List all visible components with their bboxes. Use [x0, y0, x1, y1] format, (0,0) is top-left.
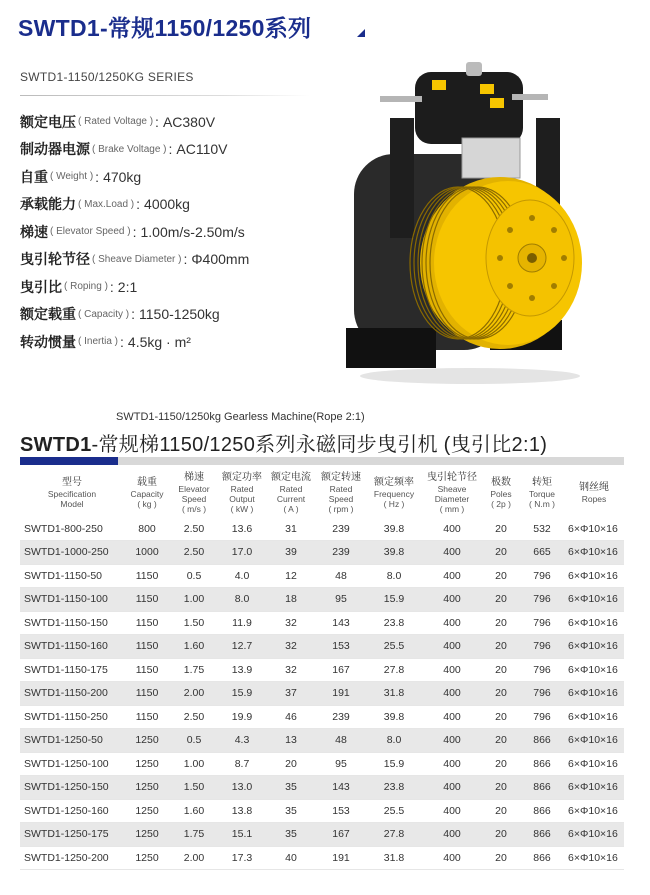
table-title [20, 428, 547, 457]
header-label-en: Torque ( N.m ) [529, 489, 555, 509]
table-cell: SWTD1-1000-250 [20, 541, 124, 565]
table-cell: 143 [316, 611, 366, 635]
spec-row-capacity [20, 301, 350, 329]
header-label-en: Specification Model [47, 489, 97, 509]
spec-row-weight [20, 163, 350, 191]
table-cell: 796 [520, 682, 564, 706]
table-cell: SWTD1-1150-100 [20, 588, 124, 612]
table-cell: 665 [520, 541, 564, 565]
header-label-cn: 额定功率 [222, 472, 262, 483]
table-header-row [20, 469, 624, 517]
table-cell: 1250 [124, 846, 170, 870]
table-cell: 27.8 [366, 658, 422, 682]
table-cell: 40 [266, 846, 316, 870]
spec-row-inertia [20, 328, 350, 356]
spec-label-en: ( Capacity ) [78, 308, 130, 320]
table-cell: 4.3 [218, 729, 266, 753]
table-cell: 6×Φ10×16 [564, 823, 624, 847]
table-cell: SWTD1-1250-50 [20, 729, 124, 753]
table-cell: 11.9 [218, 611, 266, 635]
table-cell: 27.8 [366, 823, 422, 847]
spec-label-en: ( Roping ) [64, 281, 108, 293]
table-cell: SWTD1-1150-200 [20, 682, 124, 706]
table-cell: 6×Φ10×16 [564, 752, 624, 776]
table-cell: 20 [482, 705, 520, 729]
table-cell: SWTD1-1150-150 [20, 611, 124, 635]
table-row [20, 799, 624, 823]
header-label-en: Elevator Speed ( m/s ) [178, 484, 210, 514]
spec-label-en: ( Elevator Speed ) [50, 226, 131, 238]
table-cell: 1.00 [170, 752, 218, 776]
table-cell: 796 [520, 705, 564, 729]
table-cell: 2.00 [170, 682, 218, 706]
table-cell: 20 [482, 682, 520, 706]
table-header [20, 469, 624, 517]
table-cell: 796 [520, 588, 564, 612]
table-cell: 13.8 [218, 799, 266, 823]
header-label-en: Ropes [581, 494, 607, 504]
table-header-cell [170, 469, 218, 517]
table-cell: 6×Φ10×16 [564, 729, 624, 753]
table-cell: 35 [266, 823, 316, 847]
table-cell: 796 [520, 611, 564, 635]
spec-list [20, 108, 350, 356]
spec-colon: : [168, 141, 173, 158]
spec-value: 4000kg [144, 196, 190, 213]
table-cell: 8.0 [366, 564, 422, 588]
spec-label: 梯速 [20, 223, 48, 240]
spec-colon: : [132, 223, 137, 240]
table-cell: 6×Φ10×16 [564, 776, 624, 800]
table-cell: 13.0 [218, 776, 266, 800]
table-row [20, 823, 624, 847]
header-label-en: Rated Speed ( rpm ) [328, 484, 354, 514]
spec-value: AC110V [176, 141, 228, 158]
table-cell: 6×Φ10×16 [564, 517, 624, 541]
table-header-cell [564, 469, 624, 517]
spec-colon: : [95, 168, 100, 185]
header-label-en: Rated Current ( A ) [276, 484, 306, 514]
table-cell: 13.6 [218, 517, 266, 541]
table-cell: 20 [482, 846, 520, 870]
table-cell: 20 [482, 517, 520, 541]
header-label-cn: 极数 [491, 477, 511, 488]
table-cell: 239 [316, 541, 366, 565]
series-divider [20, 95, 310, 96]
table-caption-en: SWTD1-1150/1250kg Gearless Machine(Rope 2:1) [116, 411, 365, 423]
header-label-cn: 额定频率 [374, 477, 414, 488]
table-cell: 400 [422, 776, 482, 800]
table-cell: 400 [422, 799, 482, 823]
table-cell: 13 [266, 729, 316, 753]
table-cell: 6×Φ10×16 [564, 611, 624, 635]
table-cell: 6×Φ10×16 [564, 635, 624, 659]
table-cell: 32 [266, 658, 316, 682]
header-label-cn: 梯速 [184, 472, 204, 483]
spec-colon: : [183, 251, 188, 268]
table-cell: 6×Φ10×16 [564, 846, 624, 870]
table-cell: 400 [422, 517, 482, 541]
table-cell: SWTD1-1150-50 [20, 564, 124, 588]
spec-value: AC380V [162, 113, 216, 130]
table-cell: 153 [316, 799, 366, 823]
table-cell: SWTD1-1150-175 [20, 658, 124, 682]
table-header-cell [124, 469, 170, 517]
table-cell: SWTD1-1150-250 [20, 705, 124, 729]
spec-label: 承载能力 [20, 196, 76, 213]
table-cell: 400 [422, 682, 482, 706]
table-cell: 866 [520, 776, 564, 800]
table-cell: 20 [482, 635, 520, 659]
spec-label-en: ( Weight ) [50, 171, 94, 183]
table-cell: 35 [266, 776, 316, 800]
table-cell: 15.9 [366, 752, 422, 776]
table-cell: 18 [266, 588, 316, 612]
table-header-cell [266, 469, 316, 517]
spec-row-max-load [20, 191, 350, 219]
table-cell: 20 [482, 564, 520, 588]
spec-row-elevator-speed [20, 218, 350, 246]
table-cell: 15.9 [218, 682, 266, 706]
table-cell: 532 [520, 517, 564, 541]
spec-label: 转动惯量 [20, 333, 76, 350]
table-title-bar [20, 457, 624, 465]
table-cell: 400 [422, 588, 482, 612]
table-cell: 32 [266, 611, 316, 635]
spec-label-en: ( Brake Voltage ) [92, 143, 167, 155]
table-row [20, 658, 624, 682]
traction-machine-image [340, 58, 590, 388]
table-body [20, 517, 624, 870]
table-cell: 20 [482, 823, 520, 847]
table-cell: 20 [482, 799, 520, 823]
table-cell: 25.5 [366, 799, 422, 823]
table-cell: 1.60 [170, 799, 218, 823]
table-cell: 31 [266, 517, 316, 541]
table-cell: 167 [316, 658, 366, 682]
table-row [20, 517, 624, 541]
table-cell: 866 [520, 846, 564, 870]
table-cell: 2.50 [170, 705, 218, 729]
header-label-en: Poles ( 2p ) [490, 489, 512, 509]
table-cell: 6×Φ10×16 [564, 588, 624, 612]
table-cell: SWTD1-1150-160 [20, 635, 124, 659]
table-cell: 400 [422, 752, 482, 776]
table-row [20, 564, 624, 588]
table-cell: 4.0 [218, 564, 266, 588]
table-cell: 866 [520, 752, 564, 776]
header-label-en: Frequency ( Hz ) [373, 489, 415, 509]
table-cell: 1.50 [170, 611, 218, 635]
table-title-rest: -常规梯1150/1250系列永磁同步曳引机 (曳引比2:1) [91, 434, 548, 456]
table-cell: 1150 [124, 611, 170, 635]
table-cell: 239 [316, 517, 366, 541]
table-cell: 866 [520, 729, 564, 753]
table-cell: 35 [266, 799, 316, 823]
table-row [20, 682, 624, 706]
table-row [20, 776, 624, 800]
spec-colon: : [109, 278, 114, 295]
spec-value: 2:1 [117, 278, 138, 295]
spec-label-en: ( Inertia ) [78, 336, 119, 348]
spec-row-brake-voltage [20, 136, 350, 164]
title-triangle-icon [357, 29, 365, 37]
table-cell: 20 [482, 658, 520, 682]
table-cell: 400 [422, 729, 482, 753]
table-cell: 167 [316, 823, 366, 847]
table-cell: 1150 [124, 564, 170, 588]
table-cell: 1.75 [170, 658, 218, 682]
table-cell: 400 [422, 846, 482, 870]
spec-label: 曳引比 [20, 278, 62, 295]
header-label-cn: 型号 [62, 477, 82, 488]
spec-value: 1150-1250kg [139, 306, 220, 323]
table-cell: 48 [316, 729, 366, 753]
table-cell: 1150 [124, 705, 170, 729]
header-label-en: Sheave Diameter ( mm ) [434, 484, 470, 514]
table-cell: 1.75 [170, 823, 218, 847]
spec-value: Φ400mm [191, 251, 250, 268]
table-cell: 400 [422, 658, 482, 682]
table-cell: 1150 [124, 635, 170, 659]
table-cell: SWTD1-800-250 [20, 517, 124, 541]
table-cell: 191 [316, 846, 366, 870]
table-cell: 6×Φ10×16 [564, 705, 624, 729]
table-cell: 12 [266, 564, 316, 588]
spec-value: 1.00m/s-2.50m/s [140, 223, 245, 240]
table-cell: 400 [422, 541, 482, 565]
table-header-cell [218, 469, 266, 517]
table-row [20, 588, 624, 612]
spec-label: 额定载重 [20, 306, 76, 323]
table-cell: 6×Φ10×16 [564, 682, 624, 706]
table-cell: 800 [124, 517, 170, 541]
table-cell: 20 [482, 541, 520, 565]
table-cell: 15.1 [218, 823, 266, 847]
table-cell: 31.8 [366, 846, 422, 870]
header-label-cn: 转矩 [532, 477, 552, 488]
table-cell: 48 [316, 564, 366, 588]
table-header-cell [482, 469, 520, 517]
spec-label: 额定电压 [20, 113, 76, 130]
table-cell: 1.60 [170, 635, 218, 659]
table-cell: 17.0 [218, 541, 266, 565]
spec-row-roping [20, 273, 350, 301]
table-cell: 1000 [124, 541, 170, 565]
page-title: SWTD1-常规1150/1250系列 [18, 15, 312, 41]
table-cell: 6×Φ10×16 [564, 564, 624, 588]
table-cell: 20 [482, 776, 520, 800]
table-cell: 400 [422, 705, 482, 729]
table-cell: 13.9 [218, 658, 266, 682]
table-cell: 0.5 [170, 729, 218, 753]
table-cell: 2.50 [170, 517, 218, 541]
spec-colon: : [131, 306, 136, 323]
header-label-cn: 钢丝绳 [579, 482, 609, 493]
table-cell: 20 [266, 752, 316, 776]
table-cell: 6×Φ10×16 [564, 799, 624, 823]
table-cell: 2.50 [170, 541, 218, 565]
spec-label: 自重 [20, 168, 48, 185]
table-cell: 39.8 [366, 541, 422, 565]
table-cell: 95 [316, 588, 366, 612]
table-header-cell [366, 469, 422, 517]
table-cell: 46 [266, 705, 316, 729]
table-cell: 400 [422, 611, 482, 635]
table-cell: 8.0 [366, 729, 422, 753]
spec-value: 4.5kg · m² [127, 333, 191, 350]
spec-label: 曳引轮节径 [20, 251, 90, 268]
table-cell: 32 [266, 635, 316, 659]
table-header-cell [20, 469, 124, 517]
table-row [20, 846, 624, 870]
table-cell: 6×Φ10×16 [564, 541, 624, 565]
table-cell: 866 [520, 799, 564, 823]
table-cell: SWTD1-1250-200 [20, 846, 124, 870]
series-subtitle: SWTD1-1150/1250KG SERIES [20, 70, 194, 84]
table-title-bar-accent [20, 457, 118, 465]
table-cell: SWTD1-1250-100 [20, 752, 124, 776]
table-cell: 25.5 [366, 635, 422, 659]
table-header-cell [520, 469, 564, 517]
header-label-en: Rated Output ( kW ) [229, 484, 255, 514]
table-cell: 1250 [124, 799, 170, 823]
table-cell: 1250 [124, 776, 170, 800]
table-cell: 191 [316, 682, 366, 706]
table-cell: 239 [316, 705, 366, 729]
table-row [20, 611, 624, 635]
table-row [20, 635, 624, 659]
table-row [20, 752, 624, 776]
table-cell: 12.7 [218, 635, 266, 659]
table-cell: 2.00 [170, 846, 218, 870]
table-cell: 6×Φ10×16 [564, 658, 624, 682]
table-cell: 8.0 [218, 588, 266, 612]
table-cell: 20 [482, 588, 520, 612]
header-label-en: Capacity ( kg ) [130, 489, 164, 509]
table-cell: 1150 [124, 682, 170, 706]
table-row [20, 541, 624, 565]
table-cell: 866 [520, 823, 564, 847]
table-cell: 39 [266, 541, 316, 565]
header-label-cn: 额定电流 [271, 472, 311, 483]
spec-colon: : [136, 196, 141, 213]
table-header-cell [316, 469, 366, 517]
table-cell: 400 [422, 823, 482, 847]
table-cell: 8.7 [218, 752, 266, 776]
table-cell: 1250 [124, 752, 170, 776]
table-cell: 1.50 [170, 776, 218, 800]
table-cell: 1150 [124, 588, 170, 612]
spec-value: 470kg [103, 168, 142, 185]
table-cell: 39.8 [366, 517, 422, 541]
table-cell: 0.5 [170, 564, 218, 588]
table-title-brand: SWTD1 [20, 434, 92, 456]
spec-row-rated-voltage [20, 108, 350, 136]
spec-label-en: ( Max.Load ) [78, 198, 135, 210]
spec-label-en: ( Rated Voltage ) [78, 116, 154, 128]
table-cell: 17.3 [218, 846, 266, 870]
table-cell: 39.8 [366, 705, 422, 729]
table-cell: 20 [482, 611, 520, 635]
table-cell: 23.8 [366, 776, 422, 800]
header-label-cn: 曳引轮节径 [427, 472, 477, 483]
table-cell: 1150 [124, 658, 170, 682]
table-cell: 31.8 [366, 682, 422, 706]
table-header-cell [422, 469, 482, 517]
spec-row-sheave-diameter [20, 246, 350, 274]
table-cell: 796 [520, 658, 564, 682]
table-cell: 37 [266, 682, 316, 706]
header-label-cn: 额定转速 [321, 472, 361, 483]
table-row [20, 705, 624, 729]
table-row [20, 729, 624, 753]
spec-colon: : [120, 333, 124, 350]
table-cell: 20 [482, 729, 520, 753]
table-cell: 19.9 [218, 705, 266, 729]
table-cell: 95 [316, 752, 366, 776]
table-cell: SWTD1-1250-150 [20, 776, 124, 800]
table-cell: 143 [316, 776, 366, 800]
table-cell: SWTD1-1250-160 [20, 799, 124, 823]
table-cell: 20 [482, 752, 520, 776]
table-cell: 796 [520, 564, 564, 588]
table-cell: 1250 [124, 729, 170, 753]
table-cell: 1250 [124, 823, 170, 847]
table-cell: 400 [422, 564, 482, 588]
spec-colon: : [155, 113, 159, 130]
table-cell: 1.00 [170, 588, 218, 612]
table-cell: 796 [520, 635, 564, 659]
spec-label-en: ( Sheave Diameter ) [92, 253, 182, 265]
table-cell: 15.9 [366, 588, 422, 612]
table-cell: 400 [422, 635, 482, 659]
spec-table [20, 469, 624, 870]
header-label-cn: 载重 [137, 477, 157, 488]
table-cell: SWTD1-1250-175 [20, 823, 124, 847]
table-cell: 23.8 [366, 611, 422, 635]
spec-label: 制动器电源 [20, 141, 90, 158]
table-cell: 153 [316, 635, 366, 659]
